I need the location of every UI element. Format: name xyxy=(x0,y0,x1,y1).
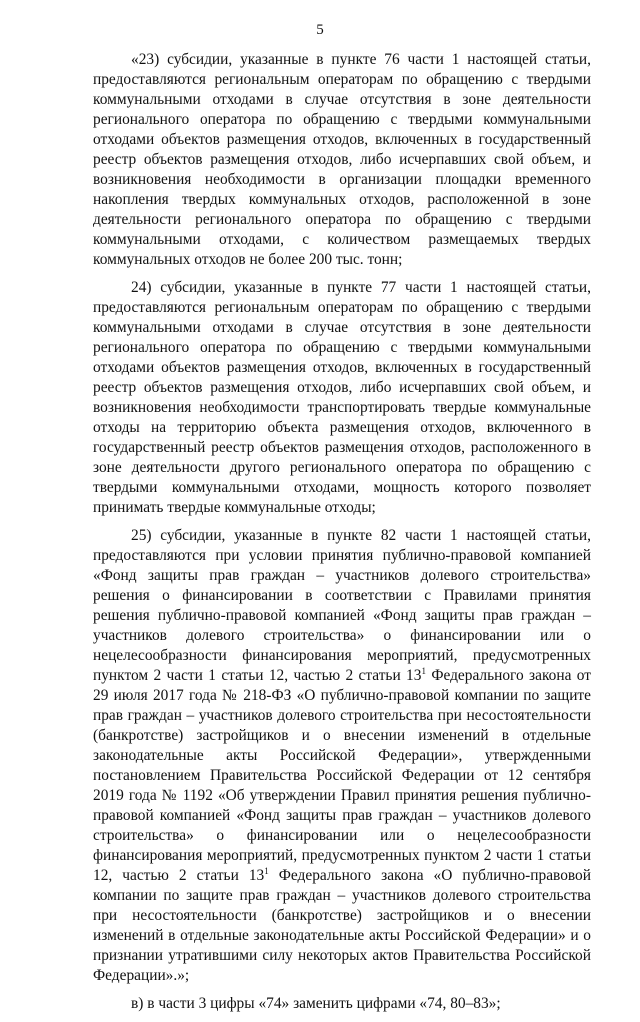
paragraph-v-text: в) в части 3 цифры «74» заменить цифрами «74, 80–83»; xyxy=(131,995,501,1012)
paragraph-23 xyxy=(93,50,591,270)
paragraph-24 xyxy=(93,278,591,518)
page-number: 5 xyxy=(316,22,324,38)
article-superscript: 1 xyxy=(421,665,426,676)
paragraph-24-text: 24) субсидии, указанные в пункте 77 части 1 настоящей статьи, предоставляются региональным операторам по обращению с твердыми коммунальными отходами в случае отсутствия в зоне деятельности регионального оператора по обращению с твердыми коммунальными отходами объектов размещения отходов, включенных в государственный реестр объектов размещения отходов, либо исчерпавших свой объем, и возникновения необходимости транспортировать твердые коммунальные отходы на территорию объекта размещения отходов, включенного в государственный реестр объектов размещения отходов, расположенного в зоне деятельности другого регионального оператора по обращению с твердыми коммунальными отходами, мощность которого позволяет принимать твердые коммунальные отходы; xyxy=(93,279,591,516)
paragraph-23-text: «23) субсидии, указанные в пункте 76 части 1 настоящей статьи, предоставляются региональным операторам по обращению с твердыми коммунальными отходами в случае отсутствия в зоне деятельности регионального оператора по обращению с твердыми коммунальными отходами объектов размещения отходов, включенных в государственный реестр объектов размещения отходов, либо исчерпавших свой объем, и возникновения необходимости в организации площадки временного накопления твердых коммунальных отходов, расположенной в зоне деятельности регионального оператора по обращению с твердыми коммунальными отходами, с количеством размещаемых твердых коммунальных отходов не более 200 тыс. тонн; xyxy=(93,51,591,268)
paragraph-25-text-part3: Федерального закона «О публично-правовой компании по защите прав граждан – участников долевого строительства при несостоятельности (банкротстве) застройщиков и о внесении изменений в отдельные законодательные акты Российской Федерации» и о признании утратившими силу некоторых актов Правительства Российской Федерации».»; xyxy=(93,867,591,984)
paragraph-25 xyxy=(93,526,591,986)
paragraph-25-text-part2: Федерального закона от 29 июля 2017 года № 218-ФЗ «О публично-правовой компании по защите прав граждан – участников долевого строительства при несостоятельности (банкротстве) застройщиков и о внесении изменений в отдельные законодательные акты Российской Федерации», утвержденными постановлением Правительства Российской Федерации от 12 сентября 2019 года № 1192 «Об утверждении Правил принятия решения публично-правовой компанией «Фонд защиты прав граждан – участников долевого строительства» о финансировании или о нецелесообразности финансирования мероприятий, предусмотренных пунктом 2 части 1 статьи 12, частью 2 статьи 13 xyxy=(93,667,592,884)
paragraph-v xyxy=(93,994,591,1014)
paragraph-25-text-part1: 25) субсидии, указанные в пункте 82 части 1 настоящей статьи, предоставляются при условии принятия публично-правовой компанией «Фонд защиты прав граждан – участников долевого строительства» решения о финансировании в соответствии с Правилами принятия решения публично-правовой компанией «Фонд защиты прав граждан – участников долевого строительства» о финансировании или о нецелесообразности финансирования мероприятий, предусмотренных пунктом 2 части 1 статьи 12, частью 2 статьи 13 xyxy=(93,527,591,684)
article-superscript: 1 xyxy=(264,865,269,876)
document-body xyxy=(93,50,591,1022)
